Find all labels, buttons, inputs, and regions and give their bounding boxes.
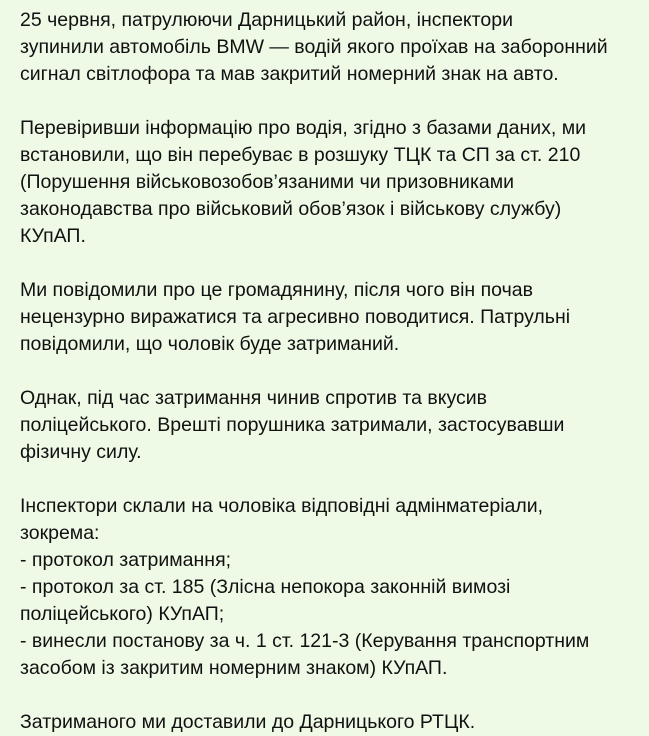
message-line: Інспектори склали на чоловіка відповідні адмінматеріали, (20, 495, 544, 517)
message-line: КУпАП. (20, 225, 86, 247)
message-line: нецензурно виражатися та агресивно поводитися. Патрульні (20, 306, 571, 328)
message-line: сигнал світлофора та мав закритий номерний знак на авто. (20, 63, 559, 85)
message-paragraph-outcome (20, 709, 637, 736)
message-line: Перевіривши інформацію про водія, згідно з базами даних, ми (20, 117, 587, 139)
message-line: законодавства про військовий обов’язок і військову службу) (20, 198, 562, 220)
message-list-item: - винесли постанову за ч. 1 ст. 121-3 (Керування транспортним (20, 630, 590, 652)
message-paragraph-behavior (20, 277, 637, 358)
message-line: повідомили, що чоловік буде затриманий. (20, 333, 400, 355)
message-list-item: - протокол затримання; (20, 549, 232, 571)
message-line: зупинили автомобіль BMW — водій якого проїхав на заборонний (20, 36, 608, 58)
message-line: Однак, під час затримання чинив спротив та вкусив (20, 387, 488, 409)
message-line: встановили, що він перебуває в розшуку ТЦК та СП за ст. 210 (20, 144, 581, 166)
message-line: (Порушення військовозобов’язаними чи призовниками (20, 171, 515, 193)
message-paragraph-materials (20, 493, 637, 682)
message-line: поліцейського. Врешті порушника затримали, застосувавши (20, 414, 565, 436)
message-line: Затриманого ми доставили до Дарницького РТЦК. (20, 711, 476, 733)
message-line: зокрема: (20, 522, 100, 544)
message-list-item: - протокол за ст. 185 (Злісна непокора законній вимозі (20, 576, 511, 598)
message-paragraph-detention (20, 385, 637, 466)
message-line: 25 червня, патрулюючи Дарницький район, інспектори (20, 9, 513, 31)
message-paragraph-intro (20, 7, 637, 88)
message-line: фізичну силу. (20, 441, 142, 463)
message-line: Ми повідомили про це громадянину, після чого він почав (20, 279, 533, 301)
message-paragraph-check (20, 115, 637, 250)
message-line: поліцейського) КУпАП; (20, 603, 225, 625)
message-line: засобом із закритим номерним знаком) КУпАП. (20, 657, 448, 679)
